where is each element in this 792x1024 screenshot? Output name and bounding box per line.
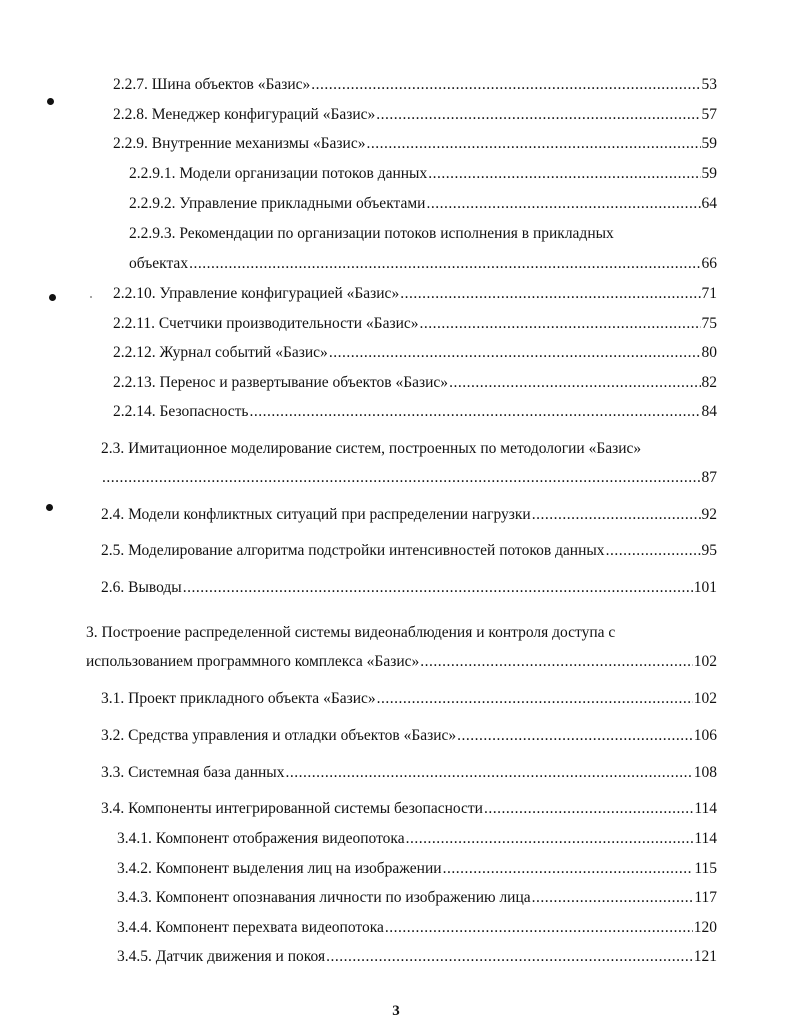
toc-entry-title-line1: 2.2.9.3. Рекомендации по организации потоков исполнения в прикладных [129,225,614,242]
toc-entry-page: 66 [701,255,717,272]
toc-entry [101,542,717,560]
toc-entry-title: 3.2. Средства управления и отладки объектов «Базис» [101,727,457,744]
toc-leader [443,860,694,878]
toc-entry-title: 2.4. Модели конфликтных ситуаций при распределении нагрузки [101,506,531,523]
toc-entry-page: 115 [694,860,717,877]
toc-entry-page: 80 [701,344,717,361]
toc-leader [189,255,700,273]
page-number: 3 [392,1003,400,1019]
toc-leader [406,830,694,848]
toc-entry-title: 2.2.9.2. Управление прикладными объектами [129,195,426,212]
toc-entry-page: 101 [693,579,717,596]
toc-entry-page: 59 [701,165,717,182]
toc-entry [129,165,717,183]
toc-entry-title: 3.3. Системная база данных [101,764,285,781]
toc-entry [113,344,717,362]
toc-entry-page: 53 [701,76,717,93]
toc-entry-title: 2.2.7. Шина объектов «Базис» [113,76,311,93]
toc-entry-title: 2.2.8. Менеджер конфигураций «Базис» [113,106,376,123]
toc-entry-title: объектах [129,255,189,272]
toc-entry-title: 3.4.3. Компонент опознавания личности по изображению лица [117,889,531,906]
toc-entry-page: 120 [693,919,717,936]
toc-entry [101,469,717,487]
toc-entry [101,727,717,745]
toc-entry-title: 2.2.14. Безопасность [113,403,249,420]
toc-leader [426,195,700,213]
toc-entry-title: 2.2.9. Внутренние механизмы «Базис» [113,135,366,152]
toc-leader [366,135,700,153]
toc-entry [117,948,717,966]
toc-entry-title: 3.4. Компоненты интегрированной системы безопасности [101,800,483,817]
toc-entry-page: 95 [701,542,717,559]
toc-leader [311,76,700,94]
toc-entry [101,690,717,708]
toc-leader [428,165,700,183]
toc-entry [117,860,717,878]
toc-leader [249,403,700,421]
toc-entry [101,506,717,524]
toc-leader [484,800,693,818]
toc-entry [117,889,717,907]
toc-leader [376,106,700,124]
toc-entry [113,315,717,333]
toc-entry [113,374,717,392]
toc-entry-page: 71 [701,285,717,302]
toc-entry-title: 2.5. Моделирование алгоритма подстройки интенсивностей потоков данных [101,542,605,559]
toc-entry-page: 108 [693,764,717,781]
toc-entry-page: 75 [701,315,717,332]
toc-entry-page: 121 [693,948,717,965]
toc-leader [285,764,692,782]
toc-entry-title: 2.2.12. Журнал событий «Базис» [113,344,328,361]
toc-entry-title: 2.2.10. Управление конфигурацией «Базис» [113,285,400,302]
toc-entry-page: 102 [693,690,717,707]
toc-entry [113,135,717,153]
toc-leader [420,315,701,333]
binder-hole-mark [49,294,56,301]
toc-leader [385,919,693,937]
toc-entry-title: 2.2.13. Перенос и развертывание объектов «Базис» [113,374,449,391]
toc-entry-page: 57 [701,106,717,123]
binder-hole-mark [47,98,54,105]
toc-entry [129,255,717,273]
scan-speck [90,296,92,298]
toc-entry [129,195,717,213]
toc-leader [102,469,701,487]
toc-leader [400,285,700,303]
toc-entry-title: использованием программного комплекса «Базис» [86,653,420,670]
toc-entry-page: 102 [693,653,717,670]
toc-leader [420,653,693,671]
toc-leader [532,889,694,907]
toc-leader [329,344,701,362]
toc-entry [113,285,717,303]
toc-entry [117,830,717,848]
toc-entry [113,76,717,94]
toc-entry [113,106,717,124]
toc-entry-page: 117 [694,889,717,906]
toc-entry-title: 2.2.11. Счетчики производительности «Базис» [113,315,419,332]
toc-leader [457,727,693,745]
toc-entry-title-line1: 2.3. Имитационное моделирование систем, построенных по методологии «Базис» [101,440,642,457]
toc-entry-title: 3.4.4. Компонент перехвата видеопотока [117,919,384,936]
toc-entry-page: 82 [701,374,717,391]
toc-entry-title: 3.4.5. Датчик движения и покоя [117,948,326,965]
toc-leader [183,579,693,597]
toc-entry [113,403,717,421]
toc-entry-page: 106 [693,727,717,744]
toc-entry [101,764,717,782]
toc-entry-page: 64 [701,195,717,212]
toc-entry-page: 59 [701,135,717,152]
toc-entry [101,579,717,597]
toc-entry-title: 2.2.9.1. Модели организации потоков данных [129,165,428,182]
toc-entry [101,800,717,818]
toc-entry-page: 87 [701,469,717,486]
toc-entry-page: 92 [701,506,717,523]
toc-entry [117,919,717,937]
toc-entry-title-line1: 3. Построение распределенной системы видеонаблюдения и контроля доступа с [86,624,616,641]
toc-leader [377,690,693,708]
toc-entry-page: 114 [694,800,717,817]
toc-entry-page: 84 [701,403,717,420]
toc-leader [606,542,701,560]
toc-leader [326,948,693,966]
toc-entry-title: 3.4.1. Компонент отображения видеопотока [117,830,405,847]
toc-entry-title: 2.6. Выводы [101,579,182,596]
toc-leader [532,506,701,524]
toc-entry [86,653,717,671]
binder-hole-mark [46,504,53,511]
toc-entry-page: 114 [694,830,717,847]
toc-leader [449,374,700,392]
toc-entry-title: 3.1. Проект прикладного объекта «Базис» [101,690,376,707]
toc-entry-title: 3.4.2. Компонент выделения лиц на изображении [117,860,442,877]
